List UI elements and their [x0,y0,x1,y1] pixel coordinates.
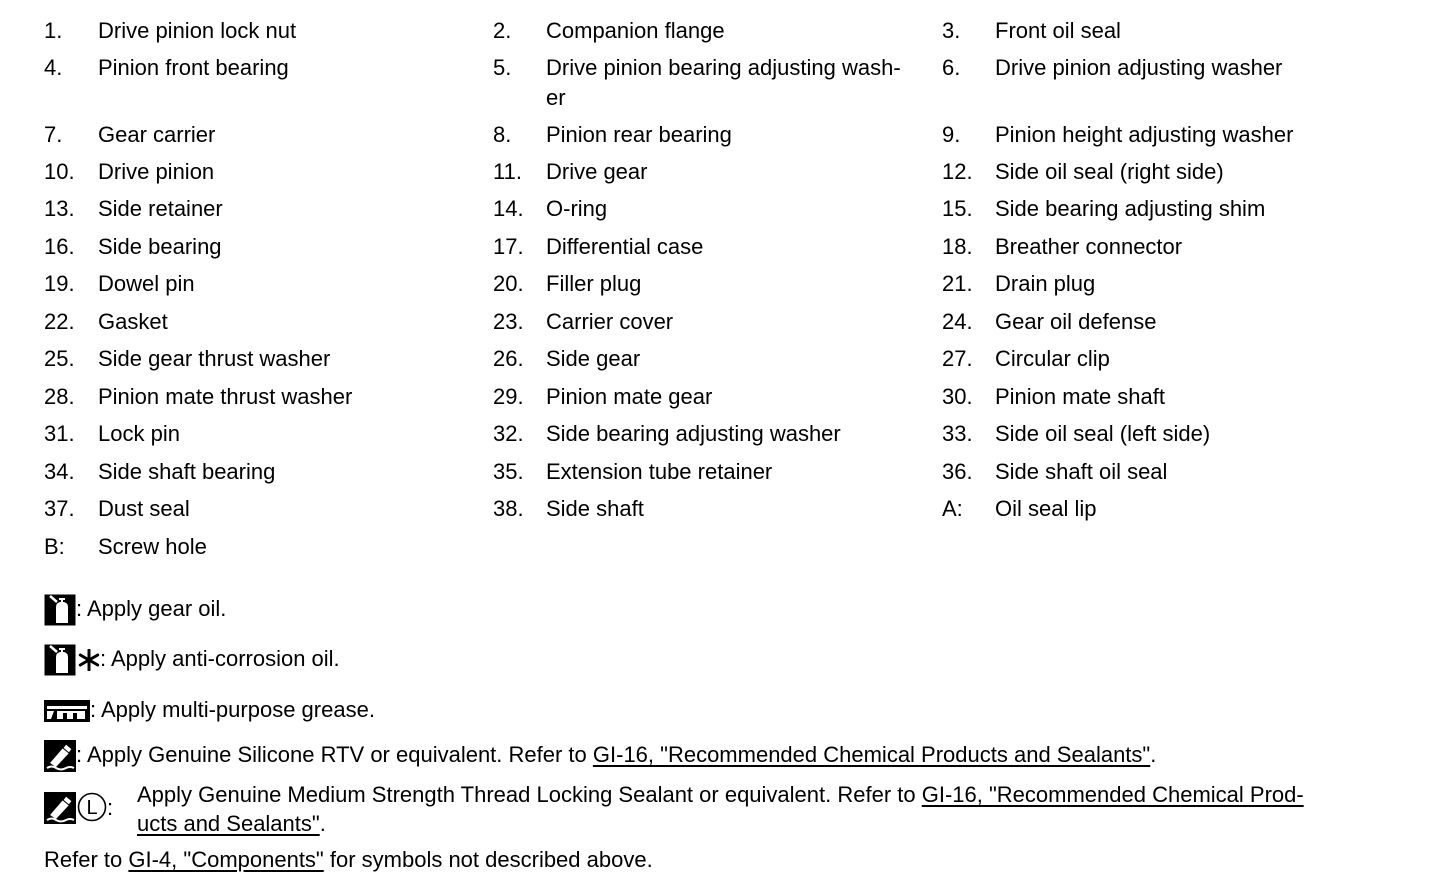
part-list-item [44,419,484,449]
part-list-item [44,494,484,524]
part-number: 10. [44,159,75,184]
part-label: Drain plug [995,271,1096,296]
part-number: 17. [493,234,524,259]
gi-4-components-link[interactable]: GI-4, "Components" [128,847,324,872]
part-list-item [942,382,1382,412]
part-number: 32. [493,421,524,446]
legend-anti-corrosion [44,644,340,676]
part-list-item [44,157,484,187]
part-number: 26. [493,346,524,371]
part-label: Extension tube retainer [546,459,773,484]
footer-prefix: Refer to [44,847,129,872]
oil-can-icon [44,594,76,626]
legend-gear-oil [44,594,226,626]
part-list-item [493,194,933,224]
part-list-item [493,157,933,187]
legend-gear-oil-text: : Apply gear oil. [76,595,227,621]
part-label: Side oil seal (right side) [995,159,1224,184]
part-label: Side shaft [546,496,644,521]
legend-rtv-suffix: . [1150,741,1157,767]
part-label: Gear carrier [98,122,216,147]
part-list-item [942,232,1382,262]
part-number: 3. [942,18,961,43]
part-number: 16. [44,234,75,259]
part-label: Drive pinion bearing adjusting wash- er [546,55,901,110]
sealant-tube-icon [44,792,76,824]
part-list-item [493,16,933,46]
part-label: Side gear thrust washer [98,346,331,371]
part-list-item [493,382,933,412]
part-label: Lock pin [98,421,180,446]
part-list-item [942,457,1382,487]
part-list-item [493,307,933,337]
part-number: 27. [942,346,973,371]
part-number: 6. [942,55,961,80]
part-label: Pinion front bearing [98,55,289,80]
legend-thread-suffix: . [319,811,326,836]
part-list-item [942,419,1382,449]
part-list-item [44,344,484,374]
part-label: Side oil seal (left side) [995,421,1211,446]
legend-thread-text [137,780,1387,838]
part-number: 30. [942,384,973,409]
part-number: 36. [942,459,973,484]
part-label: Drive pinion adjusting washer [995,55,1283,80]
part-number: 1. [44,18,63,43]
legend-anti-corrosion-text: : Apply anti-corrosion oil. [100,645,340,671]
part-list-item [942,53,1382,83]
part-label: Dust seal [98,496,190,521]
part-label: Companion flange [546,18,725,43]
part-label: Gasket [98,309,168,334]
part-number: 31. [44,421,75,446]
part-label: Drive pinion [98,159,215,184]
part-list-item [942,120,1382,150]
part-list-item [493,494,933,524]
part-label: Pinion mate gear [546,384,713,409]
part-number: 20. [493,271,524,296]
part-list-item [493,53,933,110]
part-number: 7. [44,122,63,147]
part-number: 28. [44,384,75,409]
part-number: 38. [493,496,524,521]
grease-gun-icon [44,700,90,722]
part-number: 24. [942,309,973,334]
part-list-item [493,457,933,487]
part-number: 4. [44,55,63,80]
part-list-item [493,344,933,374]
part-label: Side retainer [98,196,223,221]
part-list-item [44,194,484,224]
part-number: 12. [942,159,973,184]
part-number: 25. [44,346,75,371]
thread-lock-letter: L [86,797,98,819]
part-list-item [44,232,484,262]
part-list-item [942,344,1382,374]
legend-grease [44,696,375,724]
part-label: Differential case [546,234,704,259]
part-list-item [44,457,484,487]
part-list-item [493,419,933,449]
legend-silicone-rtv [44,740,1156,772]
part-label: Oil seal lip [995,496,1097,521]
part-list-item [942,269,1382,299]
part-label: Side bearing adjusting shim [995,196,1266,221]
gi-16-sealants-link[interactable]: GI-16, "Recommended Chemical Products and Sealants" [592,741,1151,767]
sealant-tube-icon [44,740,76,772]
legend-rtv-prefix: : Apply Genuine Silicone RTV or equivalent. Refer to [76,741,593,767]
legend-thread-locking [44,780,1404,840]
legend-thread-colon: : [107,795,114,820]
legend-thread-prefix: Apply Genuine Medium Strength Thread Locking Sealant or equivalent. Refer to [137,782,922,807]
part-number: B: [44,534,65,559]
part-label: Pinion mate thrust washer [98,384,353,409]
part-label: Pinion rear bearing [546,122,732,147]
part-label: Pinion height adjusting washer [995,122,1294,147]
part-list-item [942,494,1382,524]
legend-footer [44,846,653,874]
part-list-item [44,16,484,46]
part-label: Side shaft oil seal [995,459,1168,484]
part-label: Pinion mate shaft [995,384,1165,409]
part-list-item [44,120,484,150]
part-number: 15. [942,196,973,221]
part-list-item [942,157,1382,187]
legend-grease-text: : Apply multi-purpose grease. [90,697,375,722]
part-number: 19. [44,271,75,296]
part-label: O-ring [546,196,608,221]
part-number: 14. [493,196,524,221]
part-label: Side gear [546,346,641,371]
part-list-item [942,194,1382,224]
footer-suffix: for symbols not described above. [323,847,653,872]
part-number: 21. [942,271,973,296]
part-number: 9. [942,122,961,147]
asterisk-icon [78,649,100,671]
part-list-item [44,53,484,83]
part-label: Filler plug [546,271,642,296]
part-number: 2. [493,18,512,43]
part-list-item [44,532,484,562]
part-list-item [942,16,1382,46]
part-number: 29. [493,384,524,409]
part-number: 34. [44,459,75,484]
part-number: 22. [44,309,75,334]
part-number: 23. [493,309,524,334]
part-label: Dowel pin [98,271,195,296]
gi-16-sealants-link[interactable]: GI-16, "Recommended Chemical Prod- ucts and Sealants" [137,782,1304,836]
part-number: 18. [942,234,973,259]
oil-can-icon [44,644,76,676]
part-label: Drive gear [546,159,648,184]
part-number: 11. [493,159,522,184]
part-label: Side bearing adjusting washer [546,421,841,446]
part-list-item [942,307,1382,337]
part-number: 13. [44,196,75,221]
part-label: Front oil seal [995,18,1121,43]
thread-lock-circle-icon [77,792,107,822]
part-list-item [493,232,933,262]
part-label: Side shaft bearing [98,459,276,484]
part-number: 8. [493,122,512,147]
part-label: Gear oil defense [995,309,1157,334]
part-number: 37. [44,496,75,521]
part-label: Breather connector [995,234,1183,259]
part-label: Circular clip [995,346,1110,371]
part-number: 33. [942,421,973,446]
part-list-item [493,269,933,299]
part-number: A: [942,496,963,521]
part-list-item [44,307,484,337]
part-list-item [493,120,933,150]
part-label: Carrier cover [546,309,674,334]
part-label: Drive pinion lock nut [98,18,297,43]
part-label: Side bearing [98,234,222,259]
part-label: Screw hole [98,534,207,559]
part-number: 5. [493,55,512,80]
part-list-item [44,382,484,412]
part-number: 35. [493,459,524,484]
part-list-item [44,269,484,299]
